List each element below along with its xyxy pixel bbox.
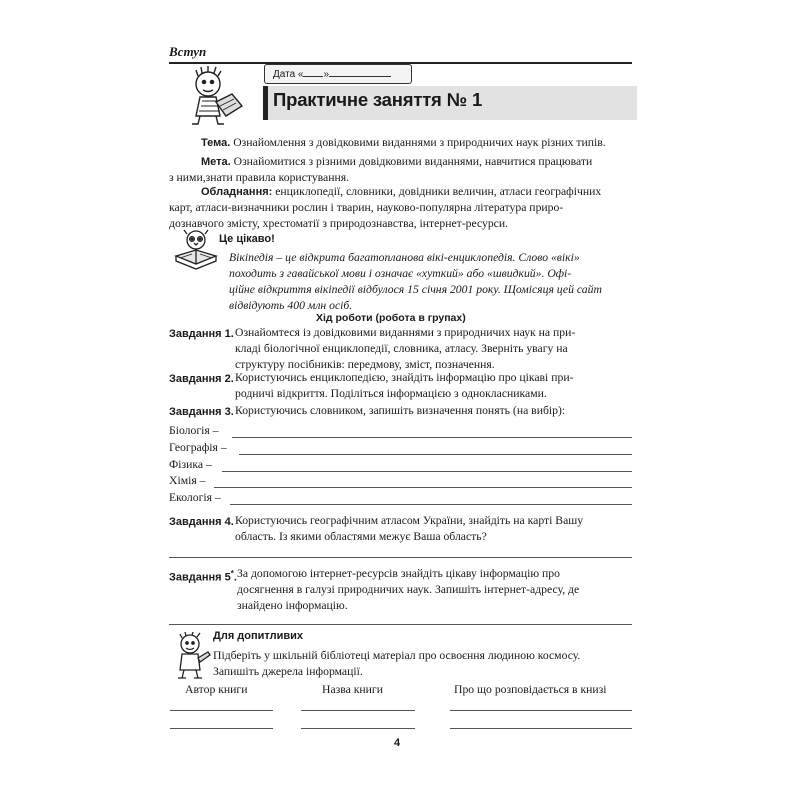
interesting-text-4: відвідують 400 млн осіб. (229, 299, 353, 312)
term-biology-blank[interactable] (232, 437, 632, 438)
task-1-text-1: Ознайомтеся із довідковими виданнями з природничих наук на при- (235, 326, 576, 339)
workflow-heading: Хід роботи (робота в групах) (316, 312, 466, 324)
task-5-answer-blank[interactable] (169, 624, 632, 625)
task-2-text-1: Користуючись енциклопедією, знайдіть інформацію про цікаві при- (235, 371, 574, 384)
curious-text-2: Запишіть джерела інформації. (213, 665, 363, 678)
interesting-text-1: Вікіпедія – це відкрита багатопланова вікі-енциклопедія. Слово «вікі» (229, 251, 580, 264)
task-3-text-1: Користуючись словником, запишіть визначення понять (на вибір): (235, 404, 566, 417)
date-month-blank[interactable] (329, 65, 391, 77)
date-separator: » (323, 69, 330, 80)
date-label: Дата « (273, 69, 304, 80)
equipment-line1 (201, 184, 601, 200)
task-4-text-2: область. Із якими областями межує Ваша область? (235, 530, 487, 543)
task-1-label: Завдання 1. (169, 328, 234, 340)
title-blank-1[interactable] (301, 710, 415, 711)
owl-book-icon (172, 228, 220, 274)
column-title: Назва книги (322, 683, 383, 696)
term-geography: Географія – (169, 441, 227, 454)
task-5-label-text: Завдання 5 (169, 571, 231, 584)
content-blank-2[interactable] (450, 728, 632, 729)
task-4-text-1: Користуючись географічним атласом України, знайдіть на карті Вашу (235, 514, 584, 527)
date-field[interactable] (264, 64, 412, 84)
equipment-text-1: енциклопедії, словники, довідники величин, атласи географічних (275, 185, 602, 198)
topic-line (201, 135, 633, 151)
goal-text-2: з ними,знати правила користування. (169, 171, 350, 184)
task-5-text-3: знайдено інформацію. (237, 599, 348, 612)
boy-writing-icon (172, 632, 212, 680)
task-2-label: Завдання 2. (169, 373, 234, 385)
goal-label: Мета. (201, 156, 231, 168)
term-physics-blank[interactable] (222, 471, 632, 472)
author-blank-2[interactable] (170, 728, 273, 729)
task-5-label: Завдання 5*. (169, 569, 237, 584)
term-ecology-blank[interactable] (230, 504, 632, 505)
title-blank-2[interactable] (301, 728, 415, 729)
term-chemistry: Хімія – (169, 474, 206, 487)
goal-text-1: Ознайомитися з різними довідковими виданнями, навчитися працювати (233, 155, 593, 168)
equipment-label: Обладнання: (201, 186, 273, 198)
term-physics: Фізика – (169, 458, 212, 471)
equipment-text-2: карт, атласи-визначники рослин і тварин, науково-популярна література приро- (169, 201, 564, 214)
boy-reading-icon (186, 66, 248, 128)
content-blank-1[interactable] (450, 710, 632, 711)
curious-heading: Для допитливих (213, 630, 304, 642)
page-title: Практичне заняття № 1 (273, 89, 483, 110)
topic-label: Тема. (201, 137, 231, 149)
task-5-text-2: досягнення в галузі природничих наук. Запишіть інтернет-адресу, де (237, 583, 580, 596)
interesting-text-3: ційне відкриття вікіпедії відбулося 15 січня 2001 року. Щомісяця цей сайт (229, 283, 602, 296)
term-geography-blank[interactable] (239, 454, 632, 455)
column-author: Автор книги (185, 683, 248, 696)
task-2-text-2: родничі відкриття. Поділіться інформацією з однокласниками. (235, 387, 547, 400)
term-ecology: Екологія – (169, 491, 221, 504)
task-5-text-1: За допомогою інтернет-ресурсів знайдіть цікаву інформацію про (237, 567, 560, 580)
column-content: Про що розповідається в книзі (454, 683, 607, 696)
interesting-text-2: походить з гавайської мови і означає «хуткий» або «швидкий». Офі- (229, 267, 572, 280)
author-blank-1[interactable] (170, 710, 273, 711)
date-day-blank[interactable] (303, 65, 323, 77)
task-1-text-3: структуру посібників: передмову, зміст, позначення. (235, 358, 495, 371)
term-biology: Біологія – (169, 424, 219, 437)
task-4-label: Завдання 4. (169, 516, 234, 528)
task-4-answer-blank[interactable] (169, 557, 632, 558)
task-5-asterisk: * (230, 569, 234, 578)
equipment-text-3: дознавчого змісту, хрестоматії з природознавства, інтернет-ресурси. (169, 217, 509, 230)
goal-line1 (201, 154, 633, 170)
interesting-heading: Це цікаво! (219, 233, 275, 245)
task-1-text-2: кладі біологічної енциклопедії, словника, атласу. Зверніть увагу на (235, 342, 568, 355)
term-chemistry-blank[interactable] (214, 487, 632, 488)
curious-text-1: Підберіть у шкільній бібліотеці матеріал про освоєння людиною космосу. (213, 649, 581, 662)
section-label: Вступ (169, 44, 207, 59)
task-3-label: Завдання 3. (169, 406, 234, 418)
topic-text: Ознайомлення з довідковими виданнями з природничих наук різних типів. (233, 136, 606, 149)
page-number: 4 (394, 737, 401, 749)
